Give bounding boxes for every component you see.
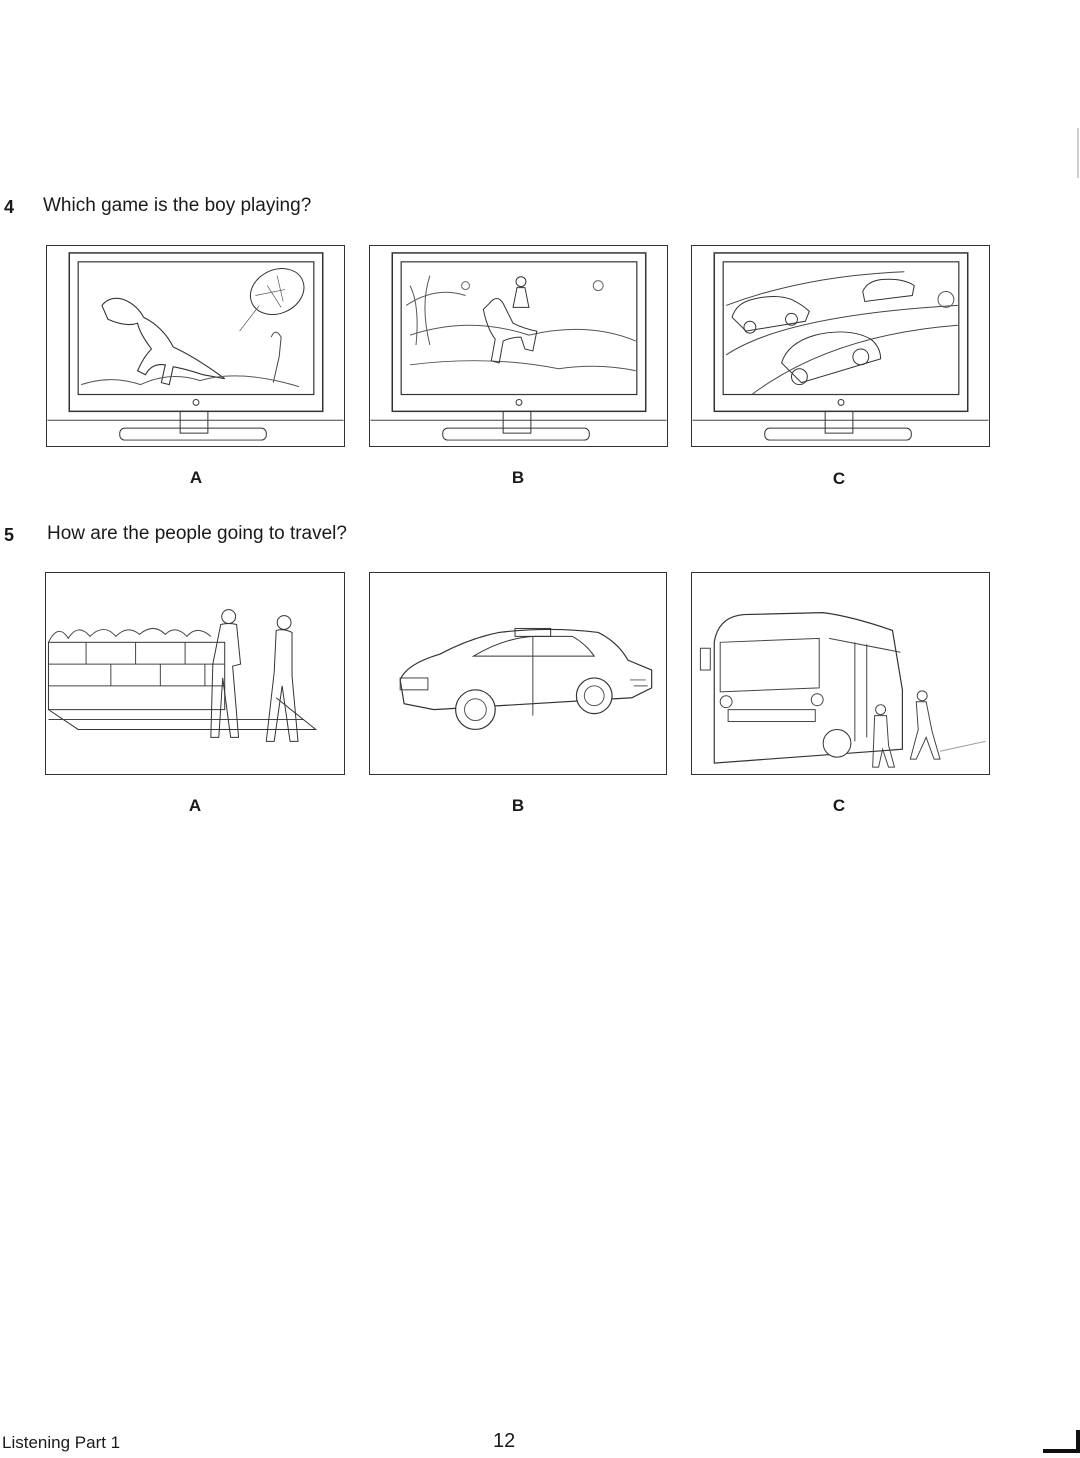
q4-option-c-label: C [832, 469, 846, 488]
q4-option-a-picture[interactable] [46, 245, 345, 447]
q4-option-a-label: A [189, 468, 203, 487]
page-edge-mark [1077, 128, 1079, 178]
q4-option-c-picture[interactable] [691, 245, 990, 447]
q5-option-b-picture[interactable] [369, 572, 667, 775]
taxi-car-illustration [370, 573, 666, 774]
q5-option-a-label: A [188, 796, 202, 815]
q4-option-b-picture[interactable] [369, 245, 668, 447]
question-5-number: 5 [4, 525, 15, 545]
crop-mark [1043, 1449, 1080, 1453]
question-5-text: How are the people going to travel? [47, 523, 347, 544]
tv-racing-cars-illustration [692, 246, 989, 446]
q5-option-c-label: C [832, 796, 846, 815]
question-4-text: Which game is the boy playing? [43, 195, 312, 216]
q4-option-b-label: B [511, 468, 525, 487]
q5-option-c-picture[interactable] [691, 572, 990, 775]
people-walking-illustration [46, 573, 344, 774]
tv-knight-illustration [370, 246, 667, 446]
question-4-number: 4 [4, 197, 15, 217]
tv-dinosaur-illustration [47, 246, 344, 446]
q5-option-b-label: B [511, 796, 525, 815]
bus-illustration [692, 573, 989, 774]
page-number: 12 [493, 1430, 516, 1452]
crop-mark-vertical [1076, 1430, 1080, 1453]
q5-option-a-picture[interactable] [45, 572, 345, 775]
footer-section-label: Listening Part 1 [2, 1433, 121, 1452]
